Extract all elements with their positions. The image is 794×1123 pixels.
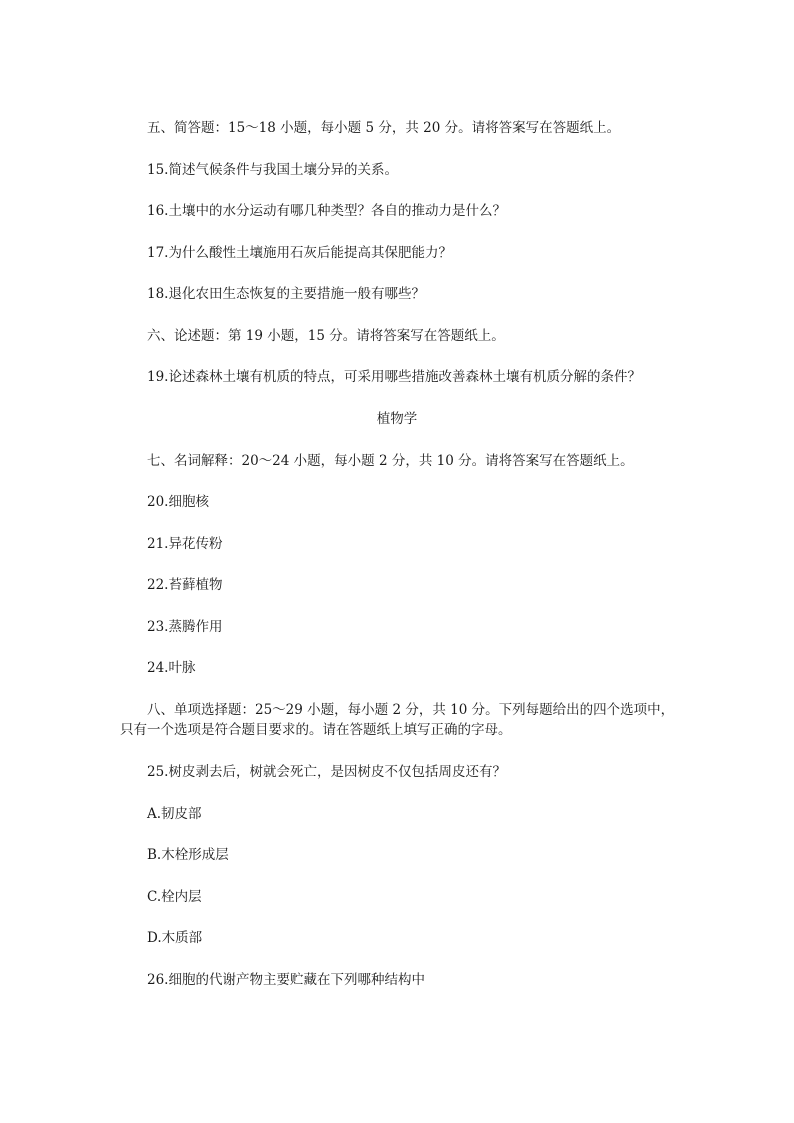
question-23: 23.蒸腾作用 xyxy=(147,619,223,635)
question-20: 20.细胞核 xyxy=(147,494,209,510)
question-19: 19.论述森林土壤有机质的特点，可采用哪些措施改善森林土壤有机质分解的条件？ xyxy=(147,369,641,385)
section-8-heading: 八、单项选择题：25～29 小题，每小题 2 分，共 10 分。下列每题给出的四个选项中， xyxy=(147,702,675,718)
option-b: B.木栓形成层 xyxy=(147,847,229,863)
question-26: 26.细胞的代谢产物主要贮藏在下列哪种结构中 xyxy=(147,972,425,988)
question-24: 24.叶脉 xyxy=(147,660,196,676)
question-16: 16.土壤中的水分运动有哪几种类型？各自的推动力是什么？ xyxy=(147,203,506,219)
question-15: 15.简述气候条件与我国土壤分异的关系。 xyxy=(147,162,398,178)
section-8-heading-continued: 只有一个选项是符合题目要求的。请在答题纸上填写正确的字母。 xyxy=(120,722,512,738)
question-25: 25.树皮剥去后，树就会死亡，是因树皮不仅包括周皮还有？ xyxy=(147,764,506,780)
question-18: 18.退化农田生态恢复的主要措施一般有哪些？ xyxy=(147,286,425,302)
section-5-heading: 五、简答题：15～18 小题，每小题 5 分，共 20 分。请将答案写在答题纸上。 xyxy=(147,120,621,136)
question-21: 21.异花传粉 xyxy=(147,536,223,552)
question-22: 22.苔藓植物 xyxy=(147,577,223,593)
question-17: 17.为什么酸性土壤施用石灰后能提高其保肥能力？ xyxy=(147,245,452,261)
option-c: C.栓内层 xyxy=(147,889,202,905)
option-a: A.韧皮部 xyxy=(147,806,202,822)
section-7-heading: 七、名词解释：20～24 小题，每小题 2 分，共 10 分。请将答案写在答题纸上。 xyxy=(147,453,634,469)
section-6-heading: 六、论述题：第 19 小题，15 分。请将答案写在答题纸上。 xyxy=(147,328,505,344)
option-d: D.木质部 xyxy=(147,930,203,946)
subject-title: 植物学 xyxy=(376,411,418,427)
